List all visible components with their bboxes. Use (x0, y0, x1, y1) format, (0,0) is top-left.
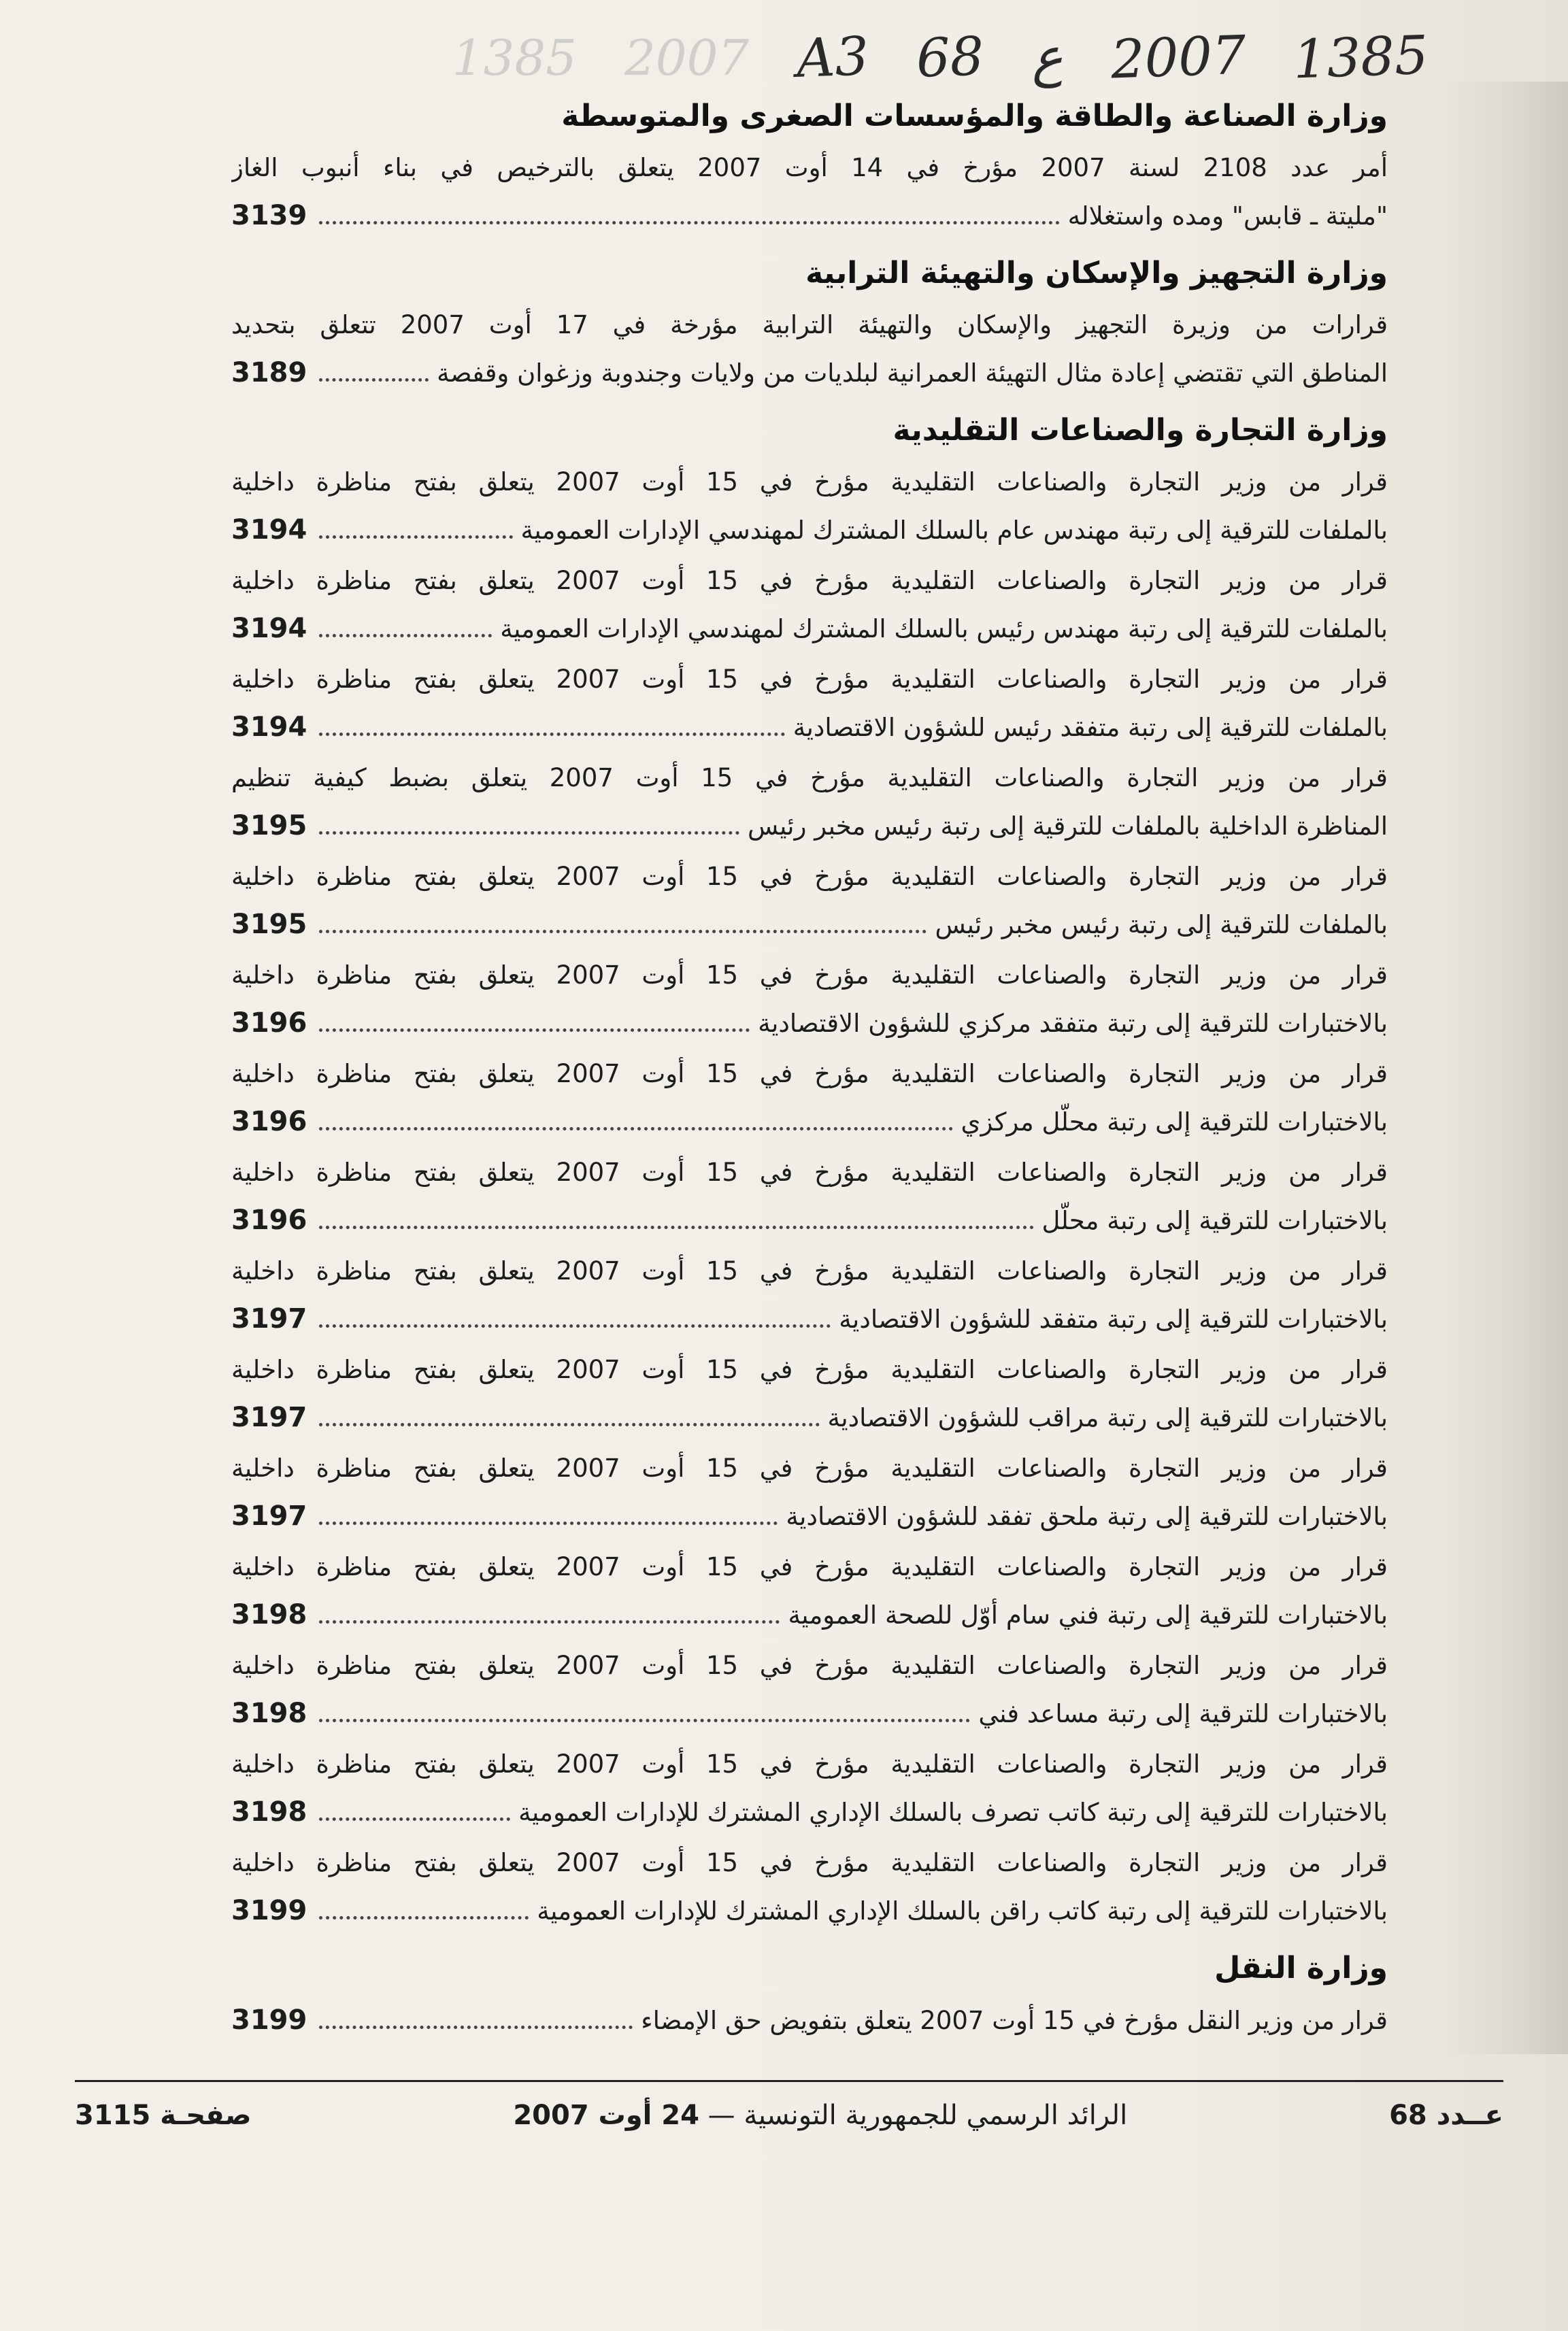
entry-text-line2 (231, 1295, 1388, 1343)
publication-date: 24 أوت 2007 (513, 2100, 699, 2131)
entry-page-number: 3189 (231, 357, 307, 388)
handwritten-mark: A3 (795, 26, 870, 90)
toc-entry (231, 1247, 1388, 1343)
entry-page-number: 3198 (231, 1796, 307, 1828)
entry-text: بالاختبارات للترقية إلى رتبة مراقب للشؤون الاقتصادية (827, 1403, 1388, 1432)
toc-entry (231, 1996, 1388, 2045)
entry-text-line1: قرار من وزير التجارة والصناعات التقليدية مؤرخ في 15 أوت 2007 يتعلق بفتح مناظرة داخلية (231, 1256, 1388, 1286)
entry-page-number: 3197 (231, 1402, 307, 1433)
toc-entry (231, 1149, 1388, 1245)
dot-leader (319, 1324, 831, 1328)
dot-leader (319, 1817, 510, 1821)
entry-text-line2 (231, 1492, 1388, 1541)
toc-entry (231, 144, 1388, 240)
toc-entry (231, 1346, 1388, 1442)
section-gap (231, 1938, 1388, 1947)
section-gap (231, 400, 1388, 409)
toc-entry (231, 952, 1388, 1047)
entry-text-line2 (231, 901, 1388, 949)
entry-text-line2 (231, 1591, 1388, 1639)
entry-page-number: 3195 (231, 909, 307, 940)
entry-text-line1: قرار من وزير التجارة والصناعات التقليدية مؤرخ في 15 أوت 2007 يتعلق بفتح مناظرة داخلية (231, 960, 1388, 990)
entry-text-line2 (231, 703, 1388, 752)
entry-text-line2 (231, 1996, 1388, 2045)
page-edge-shadow (1446, 82, 1568, 2054)
entry-text-line1: قرار من وزير التجارة والصناعات التقليدية مؤرخ في 15 أوت 2007 يتعلق بفتح مناظرة داخلية (231, 1749, 1388, 1779)
entry-text-line1: قرار من وزير التجارة والصناعات التقليدية مؤرخ في 15 أوت 2007 يتعلق بفتح مناظرة داخلية (231, 1158, 1388, 1187)
page-label: صفحـة (160, 2100, 252, 2131)
entry-page-number: 3194 (231, 613, 307, 644)
section-title: وزارة التجارة والصناعات التقليدية (893, 413, 1388, 448)
entry-text-line1: قرار من وزير التجارة والصناعات التقليدية مؤرخ في 15 أوت 2007 يتعلق بفتح مناظرة داخلية (231, 862, 1388, 891)
entry-text-line2 (231, 1098, 1388, 1146)
entry-text-line2 (231, 999, 1388, 1047)
entry-text: بالاختبارات للترقية إلى رتبة مساعد فني (978, 1699, 1388, 1728)
entry-page-number: 3198 (231, 1599, 307, 1630)
dot-leader (319, 1719, 970, 1722)
entry-text: المناطق التي تقتضي إعادة مثال التهيئة العمرانية لبلديات من ولايات وجندوبة وزغوان وقفصة (437, 358, 1388, 388)
entry-text-line1: قرار من وزير التجارة والصناعات التقليدية مؤرخ في 15 أوت 2007 يتعلق بضبط كيفية تنظيم (231, 763, 1388, 792)
publication-title: الرائد الرسمي للجمهورية التونسية — (707, 2100, 1128, 2131)
entry-page-number: 3194 (231, 514, 307, 546)
ghost-mark: 1385 (452, 29, 577, 86)
toc-entry (231, 301, 1388, 397)
publication-line (513, 2100, 1127, 2131)
footer-divider (75, 2080, 1503, 2082)
dot-leader (319, 221, 1059, 224)
entry-text-line1: قرار من وزير التجارة والصناعات التقليدية مؤرخ في 15 أوت 2007 يتعلق بفتح مناظرة داخلية (231, 1651, 1388, 1680)
toc-entry (231, 1741, 1388, 1837)
section-title: وزارة النقل (1214, 1951, 1388, 1985)
dot-leader (319, 1522, 778, 1525)
entry-text-line1: قرار من وزير التجارة والصناعات التقليدية مؤرخ في 15 أوت 2007 يتعلق بفتح مناظرة داخلية (231, 665, 1388, 694)
entry-text: بالملفات للترقية إلى رتبة متفقد رئيس للشؤون الاقتصادية (793, 713, 1388, 742)
entry-text-line1: قرار من وزير التجارة والصناعات التقليدية مؤرخ في 15 أوت 2007 يتعلق بفتح مناظرة داخلية (231, 467, 1388, 497)
entry-text: بالاختبارات للترقية إلى رتبة متفقد للشؤون الاقتصادية (839, 1305, 1388, 1334)
entry-text: بالاختبارات للترقية إلى رتبة محلّل مركزي (961, 1107, 1388, 1137)
dot-leader (319, 930, 927, 933)
dot-leader (319, 1620, 780, 1624)
table-of-contents (231, 95, 1388, 2057)
entry-text: المناظرة الداخلية بالملفات للترقية إلى رتبة رئيس مخبر رئيس (747, 811, 1388, 841)
entry-page-number: 3196 (231, 1106, 307, 1137)
entry-page-number: 3139 (231, 200, 307, 231)
issue-number (1389, 2100, 1503, 2131)
entry-text-line2 (231, 1394, 1388, 1442)
section-gap (231, 243, 1388, 252)
handwritten-mark: 68 (915, 26, 985, 90)
entry-text-line2 (231, 605, 1388, 653)
entry-page-number: 3199 (231, 2005, 307, 2036)
entry-text-line1: قرار من وزير التجارة والصناعات التقليدية مؤرخ في 15 أوت 2007 يتعلق بفتح مناظرة داخلية (231, 1059, 1388, 1088)
handwritten-header (204, 20, 1429, 95)
entry-text-line1: قرارات من وزيرة التجهيز والإسكان والتهيئة الترابية مؤرخة في 17 أوت 2007 تتعلق بتحديد (231, 310, 1388, 339)
entry-page-number: 3194 (231, 711, 307, 743)
entry-text: بالملفات للترقية إلى رتبة رئيس مخبر رئيس (935, 910, 1388, 939)
toc-entry (231, 1839, 1388, 1935)
entry-text-line2 (231, 1887, 1388, 1935)
page-value: 3115 (75, 2100, 151, 2131)
entry-text-line2 (231, 1690, 1388, 1738)
page-number (75, 2100, 251, 2131)
entry-text: قرار من وزير النقل مؤرخ في 15 أوت 2007 يتعلق بتفويض حق الإمضاء (641, 2006, 1388, 2035)
dot-leader (319, 1226, 1033, 1229)
dot-leader (319, 733, 784, 736)
entry-text: "مليتة ـ قابس" ومده واستغلاله (1067, 201, 1388, 231)
entry-text-line2 (231, 506, 1388, 554)
section-title: وزارة التجهيز والإسكان والتهيئة الترابية (805, 256, 1388, 290)
toc-entry (231, 853, 1388, 949)
issue-value: 68 (1389, 2100, 1427, 2131)
entry-text: بالملفات للترقية إلى رتبة مهندس عام بالسلك المشترك لمهندسي الإدارات العمومية (520, 516, 1388, 545)
entry-text: بالاختبارات للترقية إلى رتبة فني سام أوّل للصحة العمومية (788, 1600, 1388, 1630)
toc-entry (231, 1445, 1388, 1541)
entry-text-line2 (231, 1196, 1388, 1245)
dot-leader (319, 1028, 750, 1032)
entry-text-line2 (231, 1788, 1388, 1837)
entry-text-line1: قرار من وزير التجارة والصناعات التقليدية مؤرخ في 15 أوت 2007 يتعلق بفتح مناظرة داخلية (231, 1552, 1388, 1581)
toc-entry (231, 656, 1388, 752)
entry-text: بالملفات للترقية إلى رتبة مهندس رئيس بالسلك المشترك لمهندسي الإدارات العمومية (500, 614, 1388, 643)
handwritten-mark: ع (1030, 27, 1065, 89)
toc-entry (231, 458, 1388, 554)
dot-leader (319, 634, 492, 637)
section-title: وزارة الصناعة والطاقة والمؤسسات الصغرى والمتوسطة (561, 99, 1388, 133)
entry-page-number: 3196 (231, 1205, 307, 1236)
entry-text: بالاختبارات للترقية إلى رتبة ملحق تفقد للشؤون الاقتصادية (786, 1502, 1388, 1531)
entry-text-line1: قرار من وزير التجارة والصناعات التقليدية مؤرخ في 15 أوت 2007 يتعلق بفتح مناظرة داخلية (231, 1848, 1388, 1877)
entry-text-line1: قرار من وزير التجارة والصناعات التقليدية مؤرخ في 15 أوت 2007 يتعلق بفتح مناظرة داخلية (231, 1355, 1388, 1384)
dot-leader (319, 1916, 529, 1919)
toc-entry (231, 754, 1388, 850)
entry-text-line2 (231, 802, 1388, 850)
entry-text-line1: قرار من وزير التجارة والصناعات التقليدية مؤرخ في 15 أوت 2007 يتعلق بفتح مناظرة داخلية (231, 566, 1388, 595)
entry-text: بالاختبارات للترقية إلى رتبة محلّل (1041, 1206, 1388, 1235)
entry-text-line2 (231, 349, 1388, 397)
entry-text-line1: قرار من وزير التجارة والصناعات التقليدية مؤرخ في 15 أوت 2007 يتعلق بفتح مناظرة داخلية (231, 1454, 1388, 1483)
dot-leader (319, 2026, 633, 2029)
toc-entry (231, 1050, 1388, 1146)
entry-text: بالاختبارات للترقية إلى رتبة متفقد مركزي للشؤون الاقتصادية (758, 1009, 1388, 1038)
entry-page-number: 3199 (231, 1895, 307, 1926)
entry-text: بالاختبارات للترقية إلى رتبة كاتب تصرف بالسلك الإداري المشترك للإدارات العمومية (518, 1798, 1388, 1827)
entry-text-line2 (231, 192, 1388, 240)
page-footer (75, 2092, 1503, 2139)
issue-label: عــدد (1436, 2100, 1503, 2131)
section-gap (231, 2047, 1388, 2057)
entry-page-number: 3197 (231, 1303, 307, 1335)
dot-leader (319, 1127, 952, 1130)
handwritten-mark: 2007 (1110, 24, 1247, 91)
dot-leader (319, 535, 512, 539)
entry-text: بالاختبارات للترقية إلى رتبة كاتب راقن بالسلك الإداري المشترك للإدارات العمومية (537, 1896, 1388, 1926)
toc-entry (231, 1543, 1388, 1639)
entry-page-number: 3195 (231, 810, 307, 841)
entry-text-line1: أمر عدد 2108 لسنة 2007 مؤرخ في 14 أوت 2007 يتعلق بالترخيص في بناء أنبوب الغاز (231, 153, 1388, 182)
ghost-mark: 2007 (624, 29, 750, 86)
entry-page-number: 3198 (231, 1698, 307, 1729)
dot-leader (319, 378, 429, 382)
dot-leader (319, 831, 739, 835)
entry-page-number: 3196 (231, 1007, 307, 1039)
handwritten-mark: 1385 (1292, 24, 1430, 91)
dot-leader (319, 1423, 819, 1426)
toc-entry (231, 1642, 1388, 1738)
toc-entry (231, 557, 1388, 653)
entry-page-number: 3197 (231, 1500, 307, 1532)
